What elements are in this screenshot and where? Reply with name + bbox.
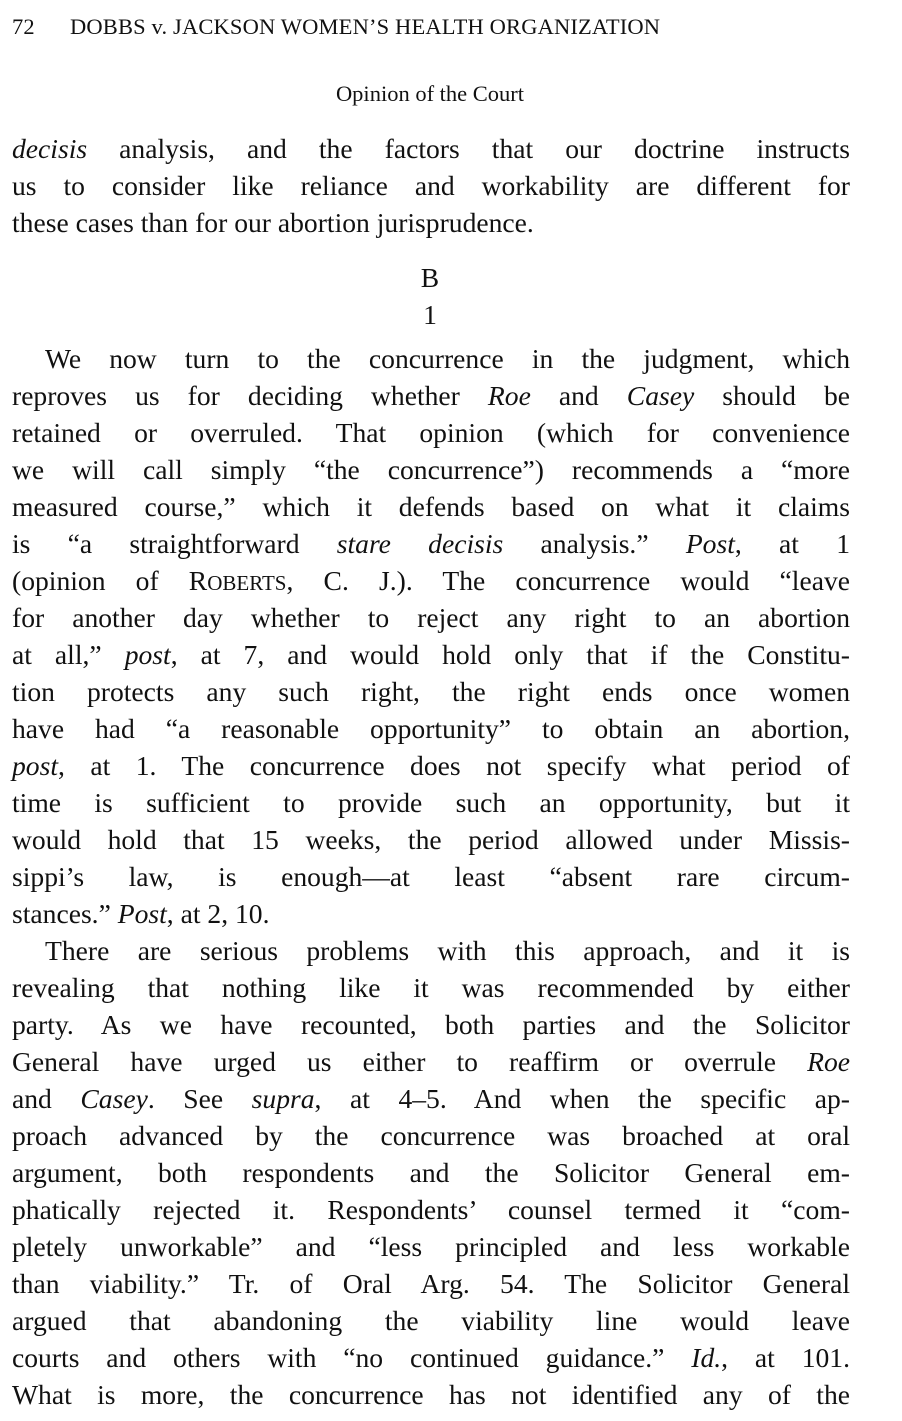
text-run: pletely unworkable” and “less principled and less workable: [12, 1231, 850, 1262]
case-title: DOBBS v. JACKSON WOMEN’S HEALTH ORGANIZATION: [70, 14, 661, 39]
text-run: (opinion of R: [12, 565, 208, 596]
text-line: [12, 1191, 850, 1228]
section-heading: B: [420, 262, 440, 293]
text-run: these cases than for our abortion jurisprudence.: [12, 207, 534, 238]
text-line: [12, 130, 850, 167]
text-line: [12, 562, 850, 599]
text-line: [12, 1228, 850, 1265]
italic-text: Casey: [626, 380, 695, 411]
text-run: would hold that 15 weeks, the period allowed under Missis-: [12, 824, 850, 855]
text-line: [12, 821, 850, 858]
text-line: [12, 599, 850, 636]
text-run: us to consider like reliance and workability are different for: [12, 170, 850, 201]
text-run: argument, both respondents and the Solicitor General em-: [12, 1157, 850, 1188]
text-line: [12, 1376, 850, 1413]
text-line: [12, 340, 850, 377]
text-block: [12, 130, 850, 241]
small-caps-text: OBERTS: [207, 571, 287, 595]
text-line: [12, 895, 850, 932]
text-line: [12, 710, 850, 747]
italic-text: stare decisis: [336, 528, 504, 559]
text-run: , at 4–5. And when the specific ap-: [314, 1083, 850, 1114]
text-run: phatically rejected it. Respondents’ counsel termed it “com-: [12, 1194, 850, 1225]
italic-text: post: [124, 639, 171, 670]
text-run: stances.”: [12, 898, 118, 929]
text-run: tion protects any such right, the right ends once women: [12, 676, 850, 707]
text-run: We now turn to the concurrence in the judgment, which: [45, 343, 850, 374]
text-line: [12, 1302, 850, 1339]
text-run: time is sufficient to provide such an opportunity, but it: [12, 787, 850, 818]
running-header: [12, 12, 660, 42]
italic-text: supra: [251, 1083, 315, 1114]
opinion-label: Opinion of the Court: [335, 81, 525, 106]
italic-text: Post: [685, 528, 735, 559]
text-run: measured course,” which it defends based on what it claims: [12, 491, 850, 522]
text-run: we will call simply “the concurrence”) recommends a “more: [12, 454, 850, 485]
italic-text: post: [12, 750, 58, 781]
text-run: is “a straightforward: [12, 528, 337, 559]
text-run: courts and others with “no continued guidance.”: [12, 1342, 692, 1373]
text-line: [12, 488, 850, 525]
text-run: reproves us for deciding whether: [12, 380, 488, 411]
text-line: [12, 1154, 850, 1191]
text-run: , at 1: [734, 528, 850, 559]
text-run: , C. J.). The concurrence would “leave: [286, 565, 850, 596]
text-line: [12, 858, 850, 895]
text-run: proach advanced by the concurrence was broached at oral: [12, 1120, 850, 1151]
italic-text: Roe: [487, 380, 531, 411]
text-line: [12, 1006, 850, 1043]
italic-text: Id.: [691, 1342, 722, 1373]
text-run: should be: [694, 380, 850, 411]
text-run: sippi’s law, is enough—at least “absent rare circum-: [12, 861, 850, 892]
text-run: have had “a reasonable opportunity” to obtain an abortion,: [12, 713, 850, 744]
text-line: [12, 969, 850, 1006]
text-run: analysis, and the factors that our doctrine instructs: [87, 133, 850, 164]
text-line: [12, 1080, 850, 1117]
page-number: 72: [12, 14, 35, 39]
text-run: and: [530, 380, 627, 411]
text-line: [12, 747, 850, 784]
text-run: , at 7, and would hold only that if the Constitu-: [170, 639, 850, 670]
text-line: [12, 451, 850, 488]
text-run: What is more, the concurrence has not identified any of the: [12, 1379, 850, 1410]
text-line: [12, 1339, 850, 1376]
text-line: [12, 1117, 850, 1154]
text-line: [12, 1043, 850, 1080]
text-line: [12, 167, 850, 204]
text-run: revealing that nothing like it was recommended by either: [12, 972, 850, 1003]
text-line: [12, 673, 850, 710]
text-run: , at 2, 10.: [166, 898, 270, 929]
text-line: [12, 377, 850, 414]
text-line: [12, 932, 850, 969]
italic-text: Roe: [807, 1046, 850, 1077]
text-line: [12, 525, 850, 562]
italic-text: Casey: [80, 1083, 148, 1114]
text-run: General have urged us either to reaffirm or overrule: [12, 1046, 808, 1077]
text-run: retained or overruled. That opinion (which for convenience: [12, 417, 850, 448]
text-run: and: [12, 1083, 81, 1114]
italic-text: Post: [117, 898, 167, 929]
text-run: for another day whether to reject any right to an abortion: [12, 602, 850, 633]
text-block: [12, 340, 850, 1413]
text-line: [12, 1265, 850, 1302]
text-run: , at 1. The concurrence does not specify what period of: [58, 750, 850, 781]
text-line: [12, 636, 850, 673]
text-line: [12, 204, 850, 241]
text-run: party. As we have recounted, both parties and the Solicitor: [12, 1009, 850, 1040]
text-run: , at 101.: [721, 1342, 850, 1373]
text-run: analysis.”: [503, 528, 686, 559]
text-run: There are serious problems with this approach, and it is: [45, 935, 850, 966]
subsection-heading: 1: [423, 299, 437, 330]
text-line: [12, 784, 850, 821]
text-run: . See: [147, 1083, 252, 1114]
text-line: [12, 414, 850, 451]
text-run: at all,”: [12, 639, 125, 670]
text-run: argued that abandoning the viability line would leave: [12, 1305, 850, 1336]
italic-text: decisis: [12, 133, 88, 164]
text-run: than viability.” Tr. of Oral Arg. 54. The Solicitor General: [12, 1268, 850, 1299]
